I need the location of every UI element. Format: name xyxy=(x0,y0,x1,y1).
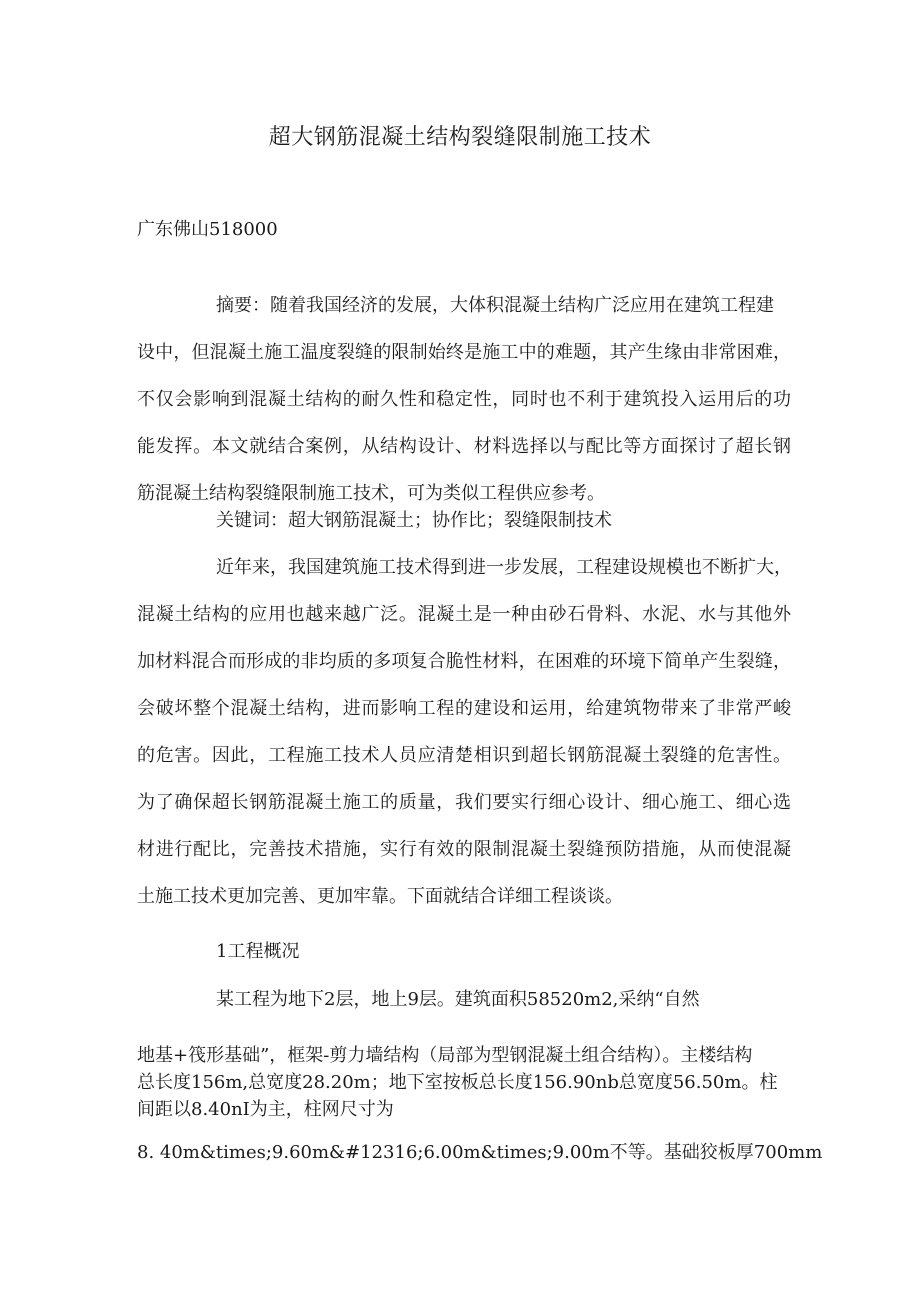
section-heading: 1工程概况 xyxy=(216,941,300,962)
section-paragraph-line: 间距以8.40nI为主，柱网尺寸为 xyxy=(137,1099,394,1120)
intro-line: 近年来，我国建筑施工技术得到进一步发展，工程建设规模也不断扩大， xyxy=(216,557,792,578)
intro-line: 材进行配比，完善技术措施，实行有效的限制混凝土裂缝预防措施，从而使混凝 xyxy=(137,839,791,860)
abstract-line: 能发挥。本文就结合案例，从结构设计、材料选择以与配比等方面探讨了超长钢 xyxy=(137,436,791,457)
section-paragraph-line: 8. 40m&times;9.60m&#12316;6.00m&times;9.00m不等。基础狡板厚700mm xyxy=(137,1142,823,1163)
abstract-line: 不仅会影响到混凝土结构的耐久性和稳定性，同时也不利于建筑投入运用后的功 xyxy=(137,389,791,410)
keywords: 关键词：超大钢筋混凝土；协作比；裂缝限制技术 xyxy=(216,510,612,531)
section-paragraph-line: 某工程为地下2层，地上9层。建筑面积58520m2,采纳“自然 xyxy=(216,989,700,1010)
intro-line: 加材料混合而形成的非均质的多项复合脆性材料，在困难的环境下简单产生裂缝， xyxy=(137,651,791,672)
section-paragraph-line: 地基+筏形基础”，框架-剪力墙结构（局部为型钢混凝土组合结构）。主楼结构 xyxy=(137,1045,753,1066)
document-title: 超大钢筋混凝土结构裂缝限制施工技术 xyxy=(268,125,652,150)
abstract-line: 筋混凝土结构裂缝限制施工技术，可为类似工程供应参考。 xyxy=(137,483,605,504)
section-paragraph-line: 总长度156m,总宽度28.20m；地下室按板总长度156.90nb总宽度56.50m。柱 xyxy=(137,1072,778,1093)
abstract-line: 摘要：随着我国经济的发展，大体积混凝土结构广泛应用在建筑工程建 xyxy=(216,295,774,316)
author-location: 广东佛山518000 xyxy=(137,219,278,240)
intro-line: 的危害。因此，工程施工技术人员应清楚相识到超长钢筋混凝土裂缝的危害性。 xyxy=(137,745,791,766)
intro-line: 会破坏整个混凝土结构，进而影响工程的建设和运用，给建筑物带来了非常严峻 xyxy=(137,698,791,719)
intro-line: 土施工技术更加完善、更加牢靠。下面就结合详细工程谈谈。 xyxy=(137,886,623,907)
intro-line: 混凝土结构的应用也越来越广泛。混凝土是一种由砂石骨料、水泥、水与其他外 xyxy=(137,604,791,625)
intro-line: 为了确保超长钢筋混凝土施工的质量，我们要实行细心设计、细心施工、细心选 xyxy=(137,792,791,813)
abstract-line: 设中，但混凝土施工温度裂缝的限制始终是施工中的难题，其产生缘由非常困难， xyxy=(137,342,791,363)
